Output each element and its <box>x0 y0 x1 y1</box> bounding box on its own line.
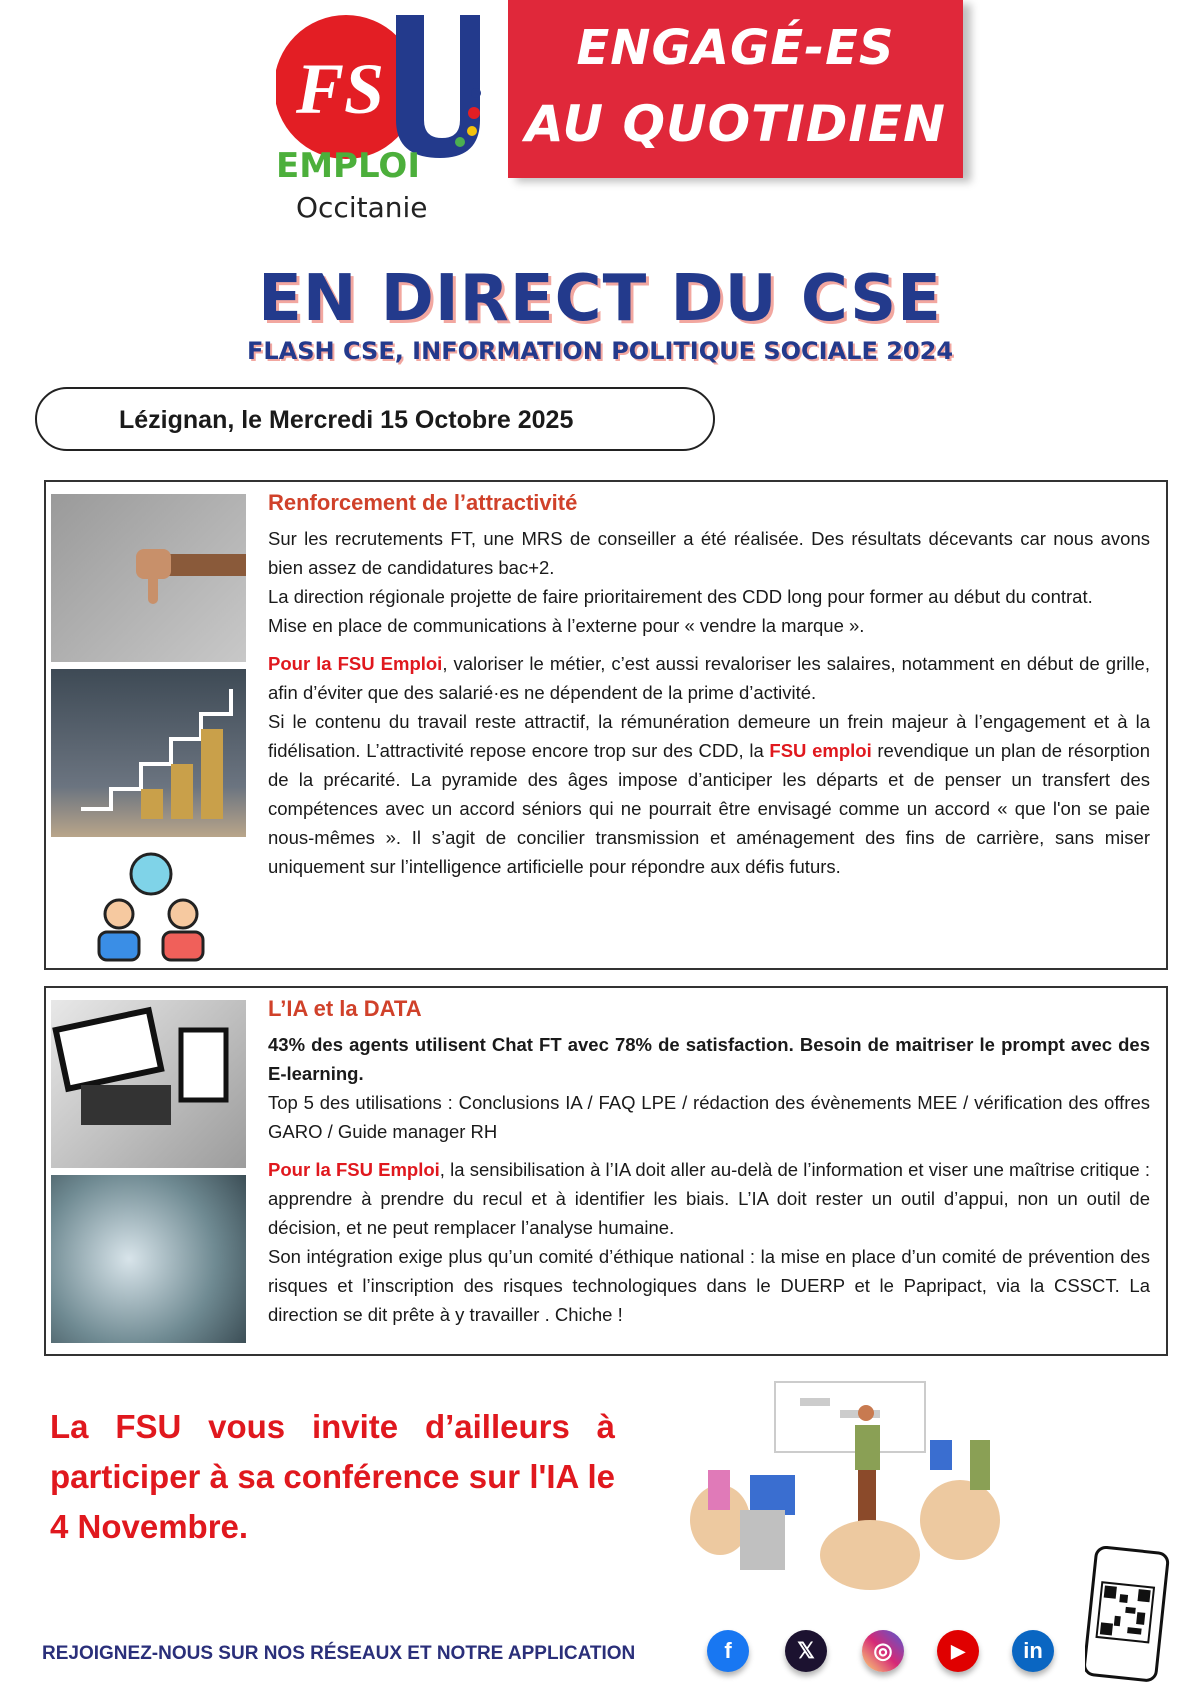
thumbs-down-icon <box>51 494 246 662</box>
x-twitter-icon[interactable]: 𝕏 <box>785 1630 827 1672</box>
text: , valoriser le métier, c’est aussi revaloriser les salaires, notamment en début de grille, afin d’éviter que des salarié·es ne dépendent de la prime d’activité. <box>268 653 1150 703</box>
conference-illustration <box>690 1380 1030 1590</box>
laptop-robot-photo <box>51 1000 246 1168</box>
people-exchange-icon <box>91 852 211 962</box>
fsu-highlight: Pour la FSU Emploi <box>268 1159 440 1180</box>
stairs-coins-photo <box>51 669 246 837</box>
text: Mise en place de communications à l’externe pour « vendre la marque ». <box>268 615 865 636</box>
text: revendique un plan de résorption de la précarité. La pyramide des âges impose d’anticiper les départs et de penser un transfert des compétences avec un accord séniors qui ne pourrait être envisagé comme un accord « que l'on se paie nous-mêmes ». Il s’agit de concilier transmission et aménagement des fins de carrière, sans miser uniquement sur l’intelligence artificielle pour répondre aux défis futurs. <box>268 740 1151 877</box>
slogan-banner <box>508 0 963 178</box>
section-heading: Renforcement de l’attractivité <box>268 490 578 515</box>
svg-text:FS: FS <box>296 49 385 129</box>
facebook-icon[interactable]: f <box>707 1630 749 1672</box>
svg-text:Occitanie: Occitanie <box>296 191 428 224</box>
text: Si le contenu du travail reste attractif, la rémunération demeure un frein majeur à l’engagement et à la fidélisation. L’attractivité repose encore trop sur des CDD, la <box>268 711 1150 761</box>
page-subtitle: FLASH CSE, INFORMATION POLITIQUE SOCIALE 2024 <box>246 337 954 365</box>
svg-text:EMPLOI: EMPLOI <box>276 146 420 186</box>
ai-head-photo <box>51 1175 246 1343</box>
laptop-icon <box>51 1000 246 1168</box>
slogan-line-1: ENGAGÉ-ES <box>576 20 895 76</box>
section-heading: L’IA et la DATA <box>268 996 422 1021</box>
thumbs-down-photo <box>51 494 246 662</box>
text: La direction régionale projette de faire prioritairement des CDD long pour former au début du contrat. <box>268 586 1093 607</box>
paragraph <box>268 524 1150 640</box>
text: Son intégration exige plus qu’un comité d’éthique national : la mise en place d’un comité de prévention des risques et l’inscription des risques technologiques dans le DUERP et le Papripact, via la CSSCT. La direction se dit prête à y travailler . Chiche ! <box>268 1246 1150 1325</box>
conference-invite: La FSU vous invite d’ailleurs à participer à sa conférence sur l'IA le 4 Novembre. <box>50 1408 615 1545</box>
text: 43% des agents utilisent Chat FT avec 78% de satisfaction. Besoin de maitriser le prompt avec des E-learning. <box>268 1034 1150 1084</box>
text: Top 5 des utilisations : Conclusions IA / FAQ LPE / rédaction des évènements MEE / vérification des offres GARO / Guide manager RH <box>268 1092 1150 1142</box>
section-ia-data <box>44 986 1168 1356</box>
paragraph <box>268 649 1150 881</box>
paragraph <box>268 1030 1150 1146</box>
date-pill <box>35 387 715 451</box>
fsu-emploi-logo <box>276 5 501 227</box>
stairs-icon <box>51 669 246 837</box>
youtube-icon[interactable]: ▶ <box>937 1630 979 1672</box>
fsu-highlight: FSU emploi <box>769 740 872 761</box>
footer-cta: REJOIGNEZ-NOUS SUR NOS RÉSEAUX ET NOTRE APPLICATION <box>42 1643 636 1664</box>
text: Sur les recrutements FT, une MRS de conseiller a été réalisée. Des résultats décevants car nous avons bien assez de candidatures bac+2. <box>268 528 1150 578</box>
fsu-highlight: Pour la FSU Emploi <box>268 653 443 674</box>
page-title: EN DIRECT DU CSE <box>258 262 942 336</box>
app-qr-phone[interactable] <box>1085 1545 1170 1685</box>
paragraph <box>268 1155 1150 1329</box>
section-attractivite <box>44 480 1168 970</box>
instagram-icon[interactable]: ◎ <box>862 1630 904 1672</box>
date-text: Lézignan, le Mercredi 15 Octobre 2025 <box>119 406 574 434</box>
text: , la sensibilisation à l’IA doit aller au-delà de l’information et viser une maîtrise critique : apprendre à prendre du recul et à identifier les biais. L’IA doit rester un outil d’appui, non un outil de décision, et ne peut remplacer l’analyse humaine. <box>268 1159 1150 1238</box>
slogan-line-2: AU QUOTIDIEN <box>525 95 946 153</box>
linkedin-icon[interactable]: in <box>1012 1630 1054 1672</box>
